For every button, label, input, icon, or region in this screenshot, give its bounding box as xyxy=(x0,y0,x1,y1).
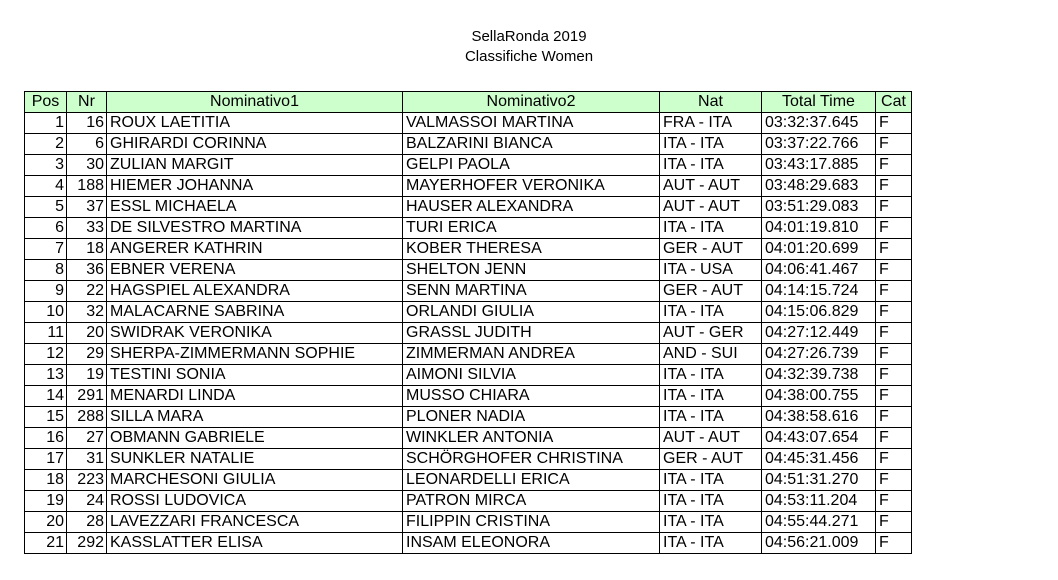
column-header-total-time: Total Time xyxy=(762,92,876,113)
nr-cell: 27 xyxy=(67,428,107,449)
page-title: SellaRonda 2019 xyxy=(471,28,587,45)
table-row xyxy=(25,134,912,155)
nr-cell: 288 xyxy=(67,407,107,428)
nr-cell: 20 xyxy=(67,323,107,344)
nominativo2-cell: SCHÖRGHOFER CHRISTINA xyxy=(403,449,660,470)
pos-cell: 6 xyxy=(25,218,67,239)
cat-cell: F xyxy=(876,302,912,323)
nominativo2-cell: WINKLER ANTONIA xyxy=(403,428,660,449)
nominativo2-cell: ZIMMERMAN ANDREA xyxy=(403,344,660,365)
total-time-cell: 04:38:58.616 xyxy=(762,407,876,428)
nr-cell: 31 xyxy=(67,449,107,470)
total-time-cell: 04:27:12.449 xyxy=(762,323,876,344)
total-time-cell: 04:56:21.009 xyxy=(762,533,876,554)
table-row xyxy=(25,407,912,428)
nr-cell: 18 xyxy=(67,239,107,260)
pos-cell: 16 xyxy=(25,428,67,449)
total-time-cell: 04:14:15.724 xyxy=(762,281,876,302)
pos-cell: 10 xyxy=(25,302,67,323)
page-subtitle: Classifiche Women xyxy=(464,48,594,65)
total-time-cell: 03:51:29.083 xyxy=(762,197,876,218)
total-time-cell: 04:01:19.810 xyxy=(762,218,876,239)
total-time-cell: 04:32:39.738 xyxy=(762,365,876,386)
cat-cell: F xyxy=(876,134,912,155)
nominativo1-cell: KASSLATTER ELISA xyxy=(107,533,403,554)
nominativo2-cell: VALMASSOI MARTINA xyxy=(403,113,660,134)
table-row xyxy=(25,239,912,260)
nominativo2-cell: HAUSER ALEXANDRA xyxy=(403,197,660,218)
cat-cell: F xyxy=(876,407,912,428)
pos-cell: 20 xyxy=(25,512,67,533)
nr-cell: 292 xyxy=(67,533,107,554)
total-time-cell: 03:37:22.766 xyxy=(762,134,876,155)
pos-cell: 17 xyxy=(25,449,67,470)
nominativo2-cell: PATRON MIRCA xyxy=(403,491,660,512)
total-time-cell: 04:27:26.739 xyxy=(762,344,876,365)
table-row xyxy=(25,344,912,365)
nominativo1-cell: ANGERER KATHRIN xyxy=(107,239,403,260)
nominativo1-cell: MENARDI LINDA xyxy=(107,386,403,407)
nr-cell: 37 xyxy=(67,197,107,218)
nat-cell: AUT - GER xyxy=(660,323,762,344)
total-time-cell: 04:15:06.829 xyxy=(762,302,876,323)
cat-cell: F xyxy=(876,281,912,302)
table-row xyxy=(25,176,912,197)
nominativo2-cell: ORLANDI GIULIA xyxy=(403,302,660,323)
cat-cell: F xyxy=(876,365,912,386)
title-block xyxy=(0,27,1058,67)
cat-cell: F xyxy=(876,323,912,344)
cat-cell: F xyxy=(876,197,912,218)
pos-cell: 11 xyxy=(25,323,67,344)
nominativo2-cell: MUSSO CHIARA xyxy=(403,386,660,407)
nominativo1-cell: ROUX LAETITIA xyxy=(107,113,403,134)
table-row xyxy=(25,323,912,344)
nominativo1-cell: ZULIAN MARGIT xyxy=(107,155,403,176)
nominativo1-cell: SHERPA-ZIMMERMANN SOPHIE xyxy=(107,344,403,365)
total-time-cell: 03:32:37.645 xyxy=(762,113,876,134)
table-row xyxy=(25,113,912,134)
total-time-cell: 04:51:31.270 xyxy=(762,470,876,491)
nat-cell: ITA - ITA xyxy=(660,365,762,386)
nominativo1-cell: SILLA MARA xyxy=(107,407,403,428)
total-time-cell: 04:38:00.755 xyxy=(762,386,876,407)
pos-cell: 18 xyxy=(25,470,67,491)
nominativo1-cell: MARCHESONI GIULIA xyxy=(107,470,403,491)
pos-cell: 2 xyxy=(25,134,67,155)
total-time-cell: 04:45:31.456 xyxy=(762,449,876,470)
nr-cell: 30 xyxy=(67,155,107,176)
nr-cell: 6 xyxy=(67,134,107,155)
table-row xyxy=(25,365,912,386)
nominativo1-cell: LAVEZZARI FRANCESCA xyxy=(107,512,403,533)
table-row xyxy=(25,302,912,323)
pos-cell: 3 xyxy=(25,155,67,176)
pos-cell: 21 xyxy=(25,533,67,554)
nat-cell: ITA - ITA xyxy=(660,155,762,176)
nat-cell: AUT - AUT xyxy=(660,176,762,197)
cat-cell: F xyxy=(876,344,912,365)
pos-cell: 12 xyxy=(25,344,67,365)
pos-cell: 8 xyxy=(25,260,67,281)
table-row xyxy=(25,512,912,533)
nominativo2-cell: MAYERHOFER VERONIKA xyxy=(403,176,660,197)
nominativo2-cell: GELPI PAOLA xyxy=(403,155,660,176)
nr-cell: 223 xyxy=(67,470,107,491)
nominativo1-cell: HAGSPIEL ALEXANDRA xyxy=(107,281,403,302)
nominativo2-cell: AIMONI SILVIA xyxy=(403,365,660,386)
total-time-cell: 04:55:44.271 xyxy=(762,512,876,533)
nat-cell: GER - AUT xyxy=(660,449,762,470)
table-row xyxy=(25,533,912,554)
total-time-cell: 04:53:11.204 xyxy=(762,491,876,512)
nominativo1-cell: MALACARNE SABRINA xyxy=(107,302,403,323)
nr-cell: 29 xyxy=(67,344,107,365)
results-table xyxy=(24,91,912,554)
table-row xyxy=(25,428,912,449)
nominativo1-cell: EBNER VERENA xyxy=(107,260,403,281)
nr-cell: 16 xyxy=(67,113,107,134)
nat-cell: ITA - ITA xyxy=(660,470,762,491)
column-header-nominativo2: Nominativo2 xyxy=(403,92,660,113)
nat-cell: ITA - ITA xyxy=(660,302,762,323)
nominativo1-cell: HIEMER JOHANNA xyxy=(107,176,403,197)
cat-cell: F xyxy=(876,260,912,281)
nominativo1-cell: SWIDRAK VERONIKA xyxy=(107,323,403,344)
cat-cell: F xyxy=(876,239,912,260)
nr-cell: 24 xyxy=(67,491,107,512)
nominativo2-cell: INSAM ELEONORA xyxy=(403,533,660,554)
pos-cell: 14 xyxy=(25,386,67,407)
nat-cell: ITA - ITA xyxy=(660,533,762,554)
column-header-nominativo1: Nominativo1 xyxy=(107,92,403,113)
table-row xyxy=(25,260,912,281)
pos-cell: 4 xyxy=(25,176,67,197)
nr-cell: 33 xyxy=(67,218,107,239)
nominativo2-cell: GRASSL JUDITH xyxy=(403,323,660,344)
nominativo1-cell: DE SILVESTRO MARTINA xyxy=(107,218,403,239)
table-row xyxy=(25,218,912,239)
nat-cell: AUT - AUT xyxy=(660,428,762,449)
cat-cell: F xyxy=(876,386,912,407)
cat-cell: F xyxy=(876,470,912,491)
table-row xyxy=(25,470,912,491)
nat-cell: GER - AUT xyxy=(660,239,762,260)
nr-cell: 19 xyxy=(67,365,107,386)
nominativo1-cell: SUNKLER NATALIE xyxy=(107,449,403,470)
nominativo2-cell: LEONARDELLI ERICA xyxy=(403,470,660,491)
nominativo2-cell: BALZARINI BIANCA xyxy=(403,134,660,155)
column-header-cat: Cat xyxy=(876,92,912,113)
nat-cell: ITA - ITA xyxy=(660,134,762,155)
nr-cell: 291 xyxy=(67,386,107,407)
total-time-cell: 04:01:20.699 xyxy=(762,239,876,260)
cat-cell: F xyxy=(876,218,912,239)
nominativo1-cell: OBMANN GABRIELE xyxy=(107,428,403,449)
pos-cell: 1 xyxy=(25,113,67,134)
nominativo1-cell: ROSSI LUDOVICA xyxy=(107,491,403,512)
nominativo2-cell: TURI ERICA xyxy=(403,218,660,239)
nominativo2-cell: PLONER NADIA xyxy=(403,407,660,428)
cat-cell: F xyxy=(876,512,912,533)
nat-cell: ITA - ITA xyxy=(660,491,762,512)
nr-cell: 36 xyxy=(67,260,107,281)
nat-cell: GER - AUT xyxy=(660,281,762,302)
column-header-pos: Pos xyxy=(25,92,67,113)
table-row xyxy=(25,386,912,407)
nat-cell: ITA - ITA xyxy=(660,218,762,239)
table-row xyxy=(25,155,912,176)
nominativo1-cell: GHIRARDI CORINNA xyxy=(107,134,403,155)
nat-cell: ITA - ITA xyxy=(660,386,762,407)
nominativo2-cell: KOBER THERESA xyxy=(403,239,660,260)
total-time-cell: 03:48:29.683 xyxy=(762,176,876,197)
table-row xyxy=(25,449,912,470)
total-time-cell: 03:43:17.885 xyxy=(762,155,876,176)
results-body xyxy=(25,113,912,554)
nr-cell: 22 xyxy=(67,281,107,302)
total-time-cell: 04:06:41.467 xyxy=(762,260,876,281)
nr-cell: 28 xyxy=(67,512,107,533)
table-row xyxy=(25,281,912,302)
cat-cell: F xyxy=(876,176,912,197)
cat-cell: F xyxy=(876,155,912,176)
nat-cell: AUT - AUT xyxy=(660,197,762,218)
column-header-nat: Nat xyxy=(660,92,762,113)
nominativo2-cell: FILIPPIN CRISTINA xyxy=(403,512,660,533)
pos-cell: 7 xyxy=(25,239,67,260)
nominativo1-cell: ESSL MICHAELA xyxy=(107,197,403,218)
pos-cell: 19 xyxy=(25,491,67,512)
total-time-cell: 04:43:07.654 xyxy=(762,428,876,449)
cat-cell: F xyxy=(876,533,912,554)
nat-cell: FRA - ITA xyxy=(660,113,762,134)
nominativo2-cell: SHELTON JENN xyxy=(403,260,660,281)
pos-cell: 15 xyxy=(25,407,67,428)
table-row xyxy=(25,491,912,512)
header-row xyxy=(25,92,912,113)
nat-cell: ITA - ITA xyxy=(660,512,762,533)
pos-cell: 5 xyxy=(25,197,67,218)
column-header-nr: Nr xyxy=(67,92,107,113)
table-row xyxy=(25,197,912,218)
cat-cell: F xyxy=(876,449,912,470)
nominativo2-cell: SENN MARTINA xyxy=(403,281,660,302)
cat-cell: F xyxy=(876,113,912,134)
nat-cell: ITA - USA xyxy=(660,260,762,281)
pos-cell: 9 xyxy=(25,281,67,302)
nominativo1-cell: TESTINI SONIA xyxy=(107,365,403,386)
nr-cell: 188 xyxy=(67,176,107,197)
nat-cell: ITA - ITA xyxy=(660,407,762,428)
cat-cell: F xyxy=(876,491,912,512)
cat-cell: F xyxy=(876,428,912,449)
nr-cell: 32 xyxy=(67,302,107,323)
nat-cell: AND - SUI xyxy=(660,344,762,365)
pos-cell: 13 xyxy=(25,365,67,386)
